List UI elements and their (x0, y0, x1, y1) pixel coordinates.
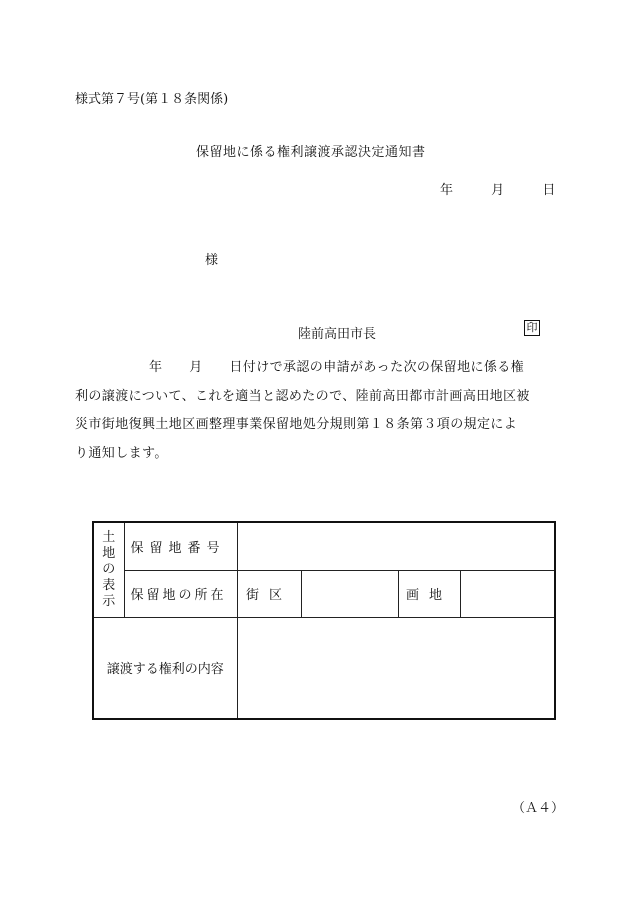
lot-label: 画地 (398, 570, 460, 617)
transferred-rights-field[interactable] (237, 617, 555, 719)
addressee-honorific: 様 (205, 253, 219, 268)
block-label: 街区 (237, 570, 301, 617)
reserved-land-number-label: 保留地番号 (124, 522, 237, 570)
paper-size-label: （Ａ４） (512, 801, 565, 816)
date-year: 年 (440, 183, 454, 198)
reserved-land-number-field[interactable] (237, 522, 555, 570)
date-day: 日 (542, 183, 556, 198)
form-number: 様式第７号(第１８条関係) (75, 92, 229, 107)
reserved-land-location-label: 保留地の所在 (124, 570, 237, 617)
block-field[interactable] (301, 570, 398, 617)
body-line-4: り通知します。 (75, 445, 168, 461)
seal-mark: 印 (524, 320, 540, 336)
sender-name: 陸前高田市長 (298, 327, 377, 342)
body-line-2: 利の譲渡について、これを適当と認めたので、陸前高田都市計画高田地区被 (75, 388, 530, 404)
date-month: 月 (491, 183, 505, 198)
issue-date (440, 179, 555, 198)
land-display-header: 土 地 の 表 示 (93, 522, 124, 617)
land-info-table (92, 521, 556, 720)
document-title: 保留地に係る権利譲渡承認決定通知書 (196, 145, 426, 160)
body-line-1: 年 月 日付けで承認の申請があった次の保留地に係る権 (149, 360, 525, 375)
lot-field[interactable] (460, 570, 555, 617)
transferred-rights-label: 譲渡する権利の内容 (93, 617, 237, 719)
body-line-3: 災市街地復興土地区画整理事業保留地処分規則第１８条第３項の規定によ (75, 417, 518, 432)
notice-body (75, 354, 555, 468)
